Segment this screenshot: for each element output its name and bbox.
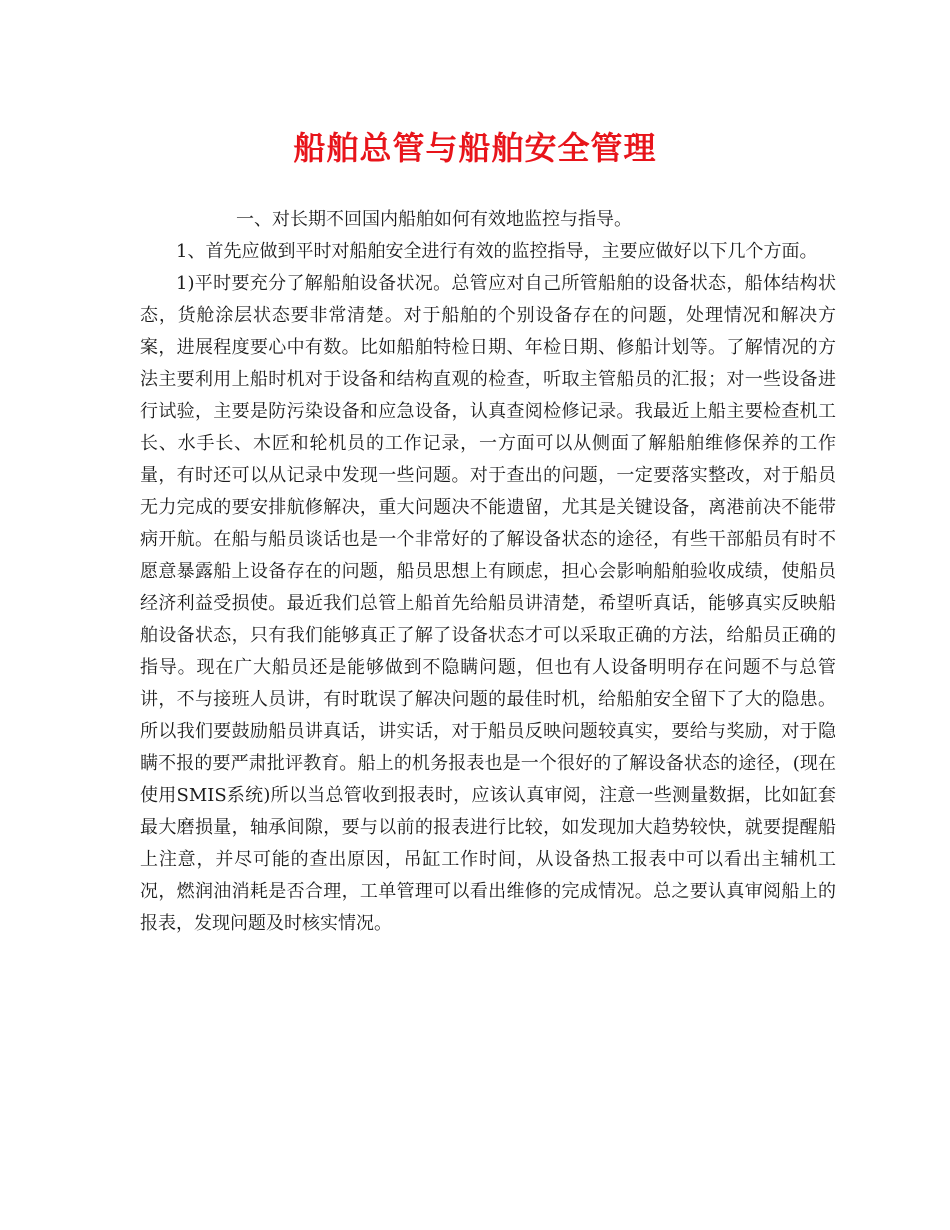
document-body	[140, 204, 836, 940]
paragraph-intro: 1、首先应做到平时对船舶安全进行有效的监控指导，主要应做好以下几个方面。	[176, 241, 818, 262]
section-heading: 一、对长期不回国内船舶如何有效地监控与指导。	[236, 209, 632, 230]
paragraph-equipment-status: 1)平时要充分了解船舶设备状况。总管应对自己所管船舶的设备状态，船体结构状态，货舱涂层状态要非常清楚。对于船舶的个别设备存在的问题，处理情况和解决方案，进展程度要心中有数。比如船舶特检日期、年检日期、修船计划等。了解情况的方法主要利用上船时机对于设备和结构直观的检查，听取主管船员的汇报；对一些设备进行试验，主要是防污染设备和应急设备，认真查阅检修记录。我最近上船主要检查机工长、水手长、木匠和轮机员的工作记录，一方面可以从侧面了解船舶维修保养的工作量，有时还可以从记录中发现一些问题。对于查出的问题，一定要落实整改，对于船员无力完成的要安排航修解决，重大问题决不能遗留，尤其是关键设备，离港前决不能带病开航。在船与船员谈话也是一个非常好的了解设备状态的途径，有些干部船员有时不愿意暴露船上设备存在的问题，船员思想上有顾虑，担心会影响船舶验收成绩，使船员经济利益受损使。最近我们总管上船首先给船员讲清楚，希望听真话，能够真实反映船舶设备状态，只有我们能够真正了解了设备状态才可以采取正确的方法，给船员正确的指导。现在广大船员还是能够做到不隐瞒问题，但也有人设备明明存在问题不与总管讲，不与接班人员讲，有时耽误了解决问题的最佳时机，给船舶安全留下了大的隐患。所以我们要鼓励船员讲真话，讲实话，对于船员反映问题较真实，要给与奖励，对于隐瞒不报的要严肃批评教育。船上的机务报表也是一个很好的了解设备状态的途径，(现在使用SMIS系统)所以当总管收到报表时，应该认真审阅，注意一些测量数据，比如缸套最大磨损量，轴承间隙，要与以前的报表进行比较，如发现加大趋势较快，就要提醒船上注意，并尽可能的查出原因，吊缸工作时间，从设备热工报表中可以看出主辅机工况，燃润油消耗是否合理，工单管理可以看出维修的完成情况。总之要认真审阅船上的报表，发现问题及时核实情况。	[140, 273, 836, 934]
page-title: 船舶总管与船舶安全管理	[293, 129, 657, 167]
